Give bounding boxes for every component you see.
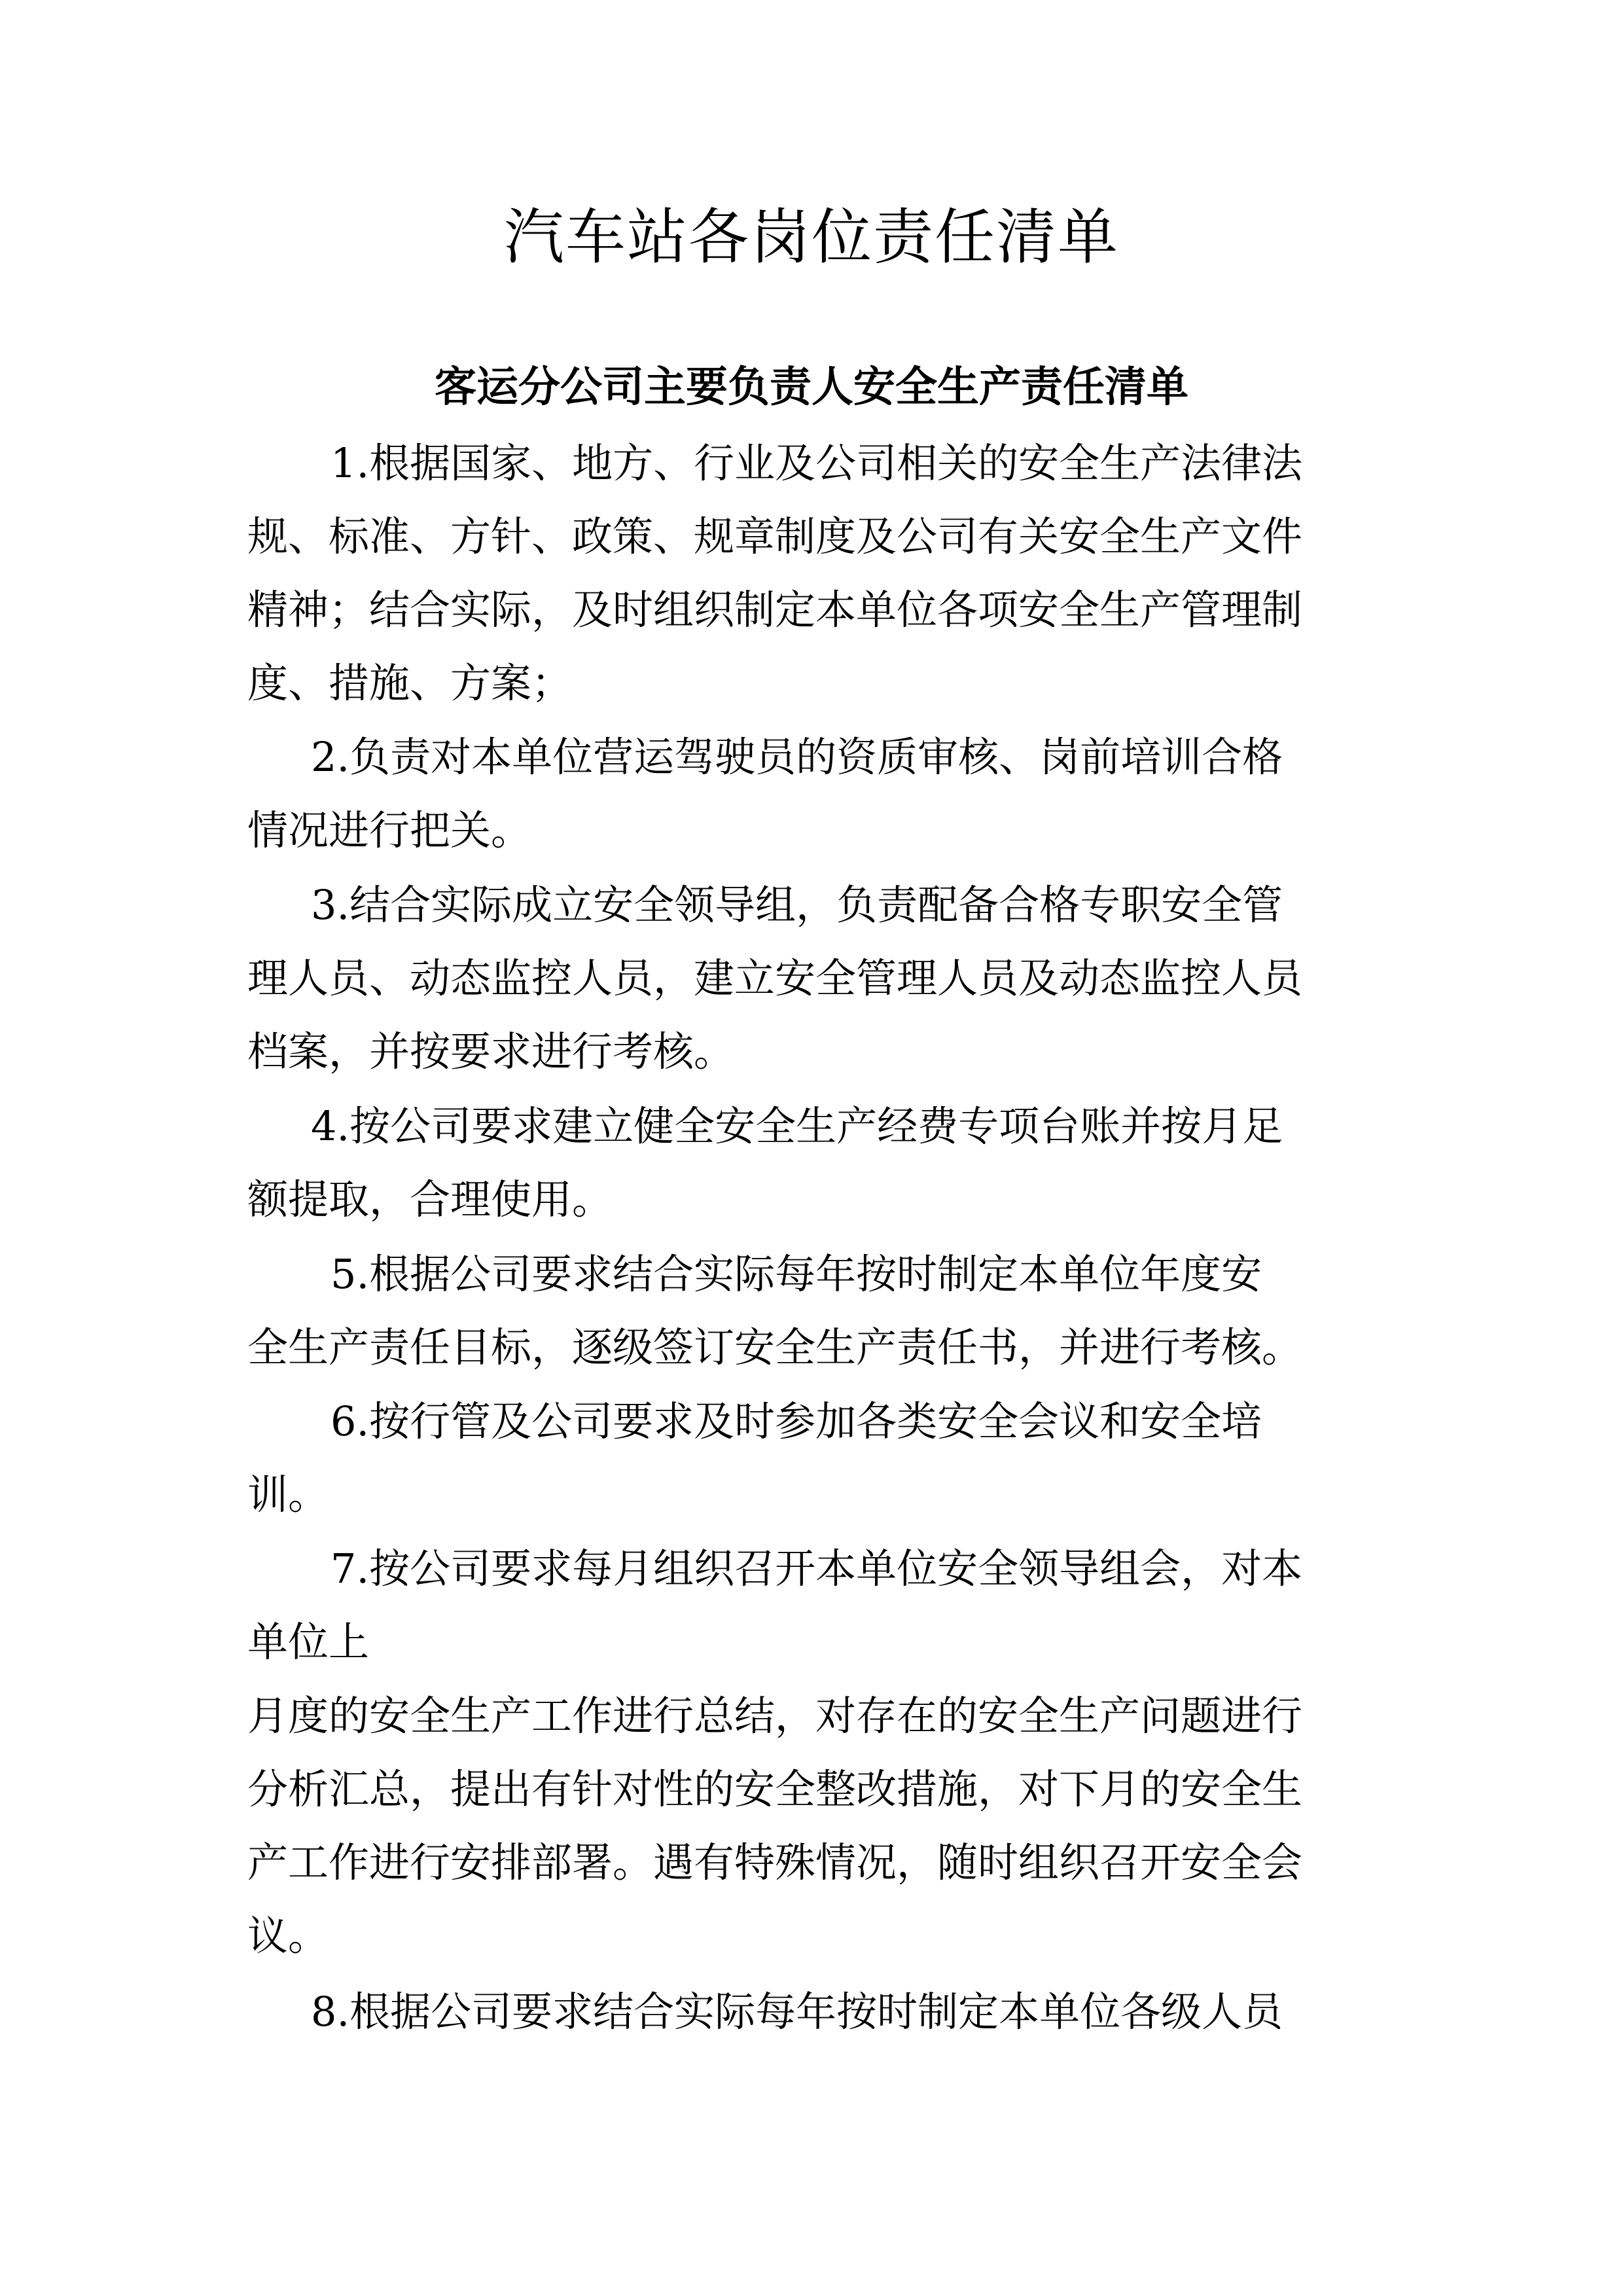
body-line: 4.按公司要求建立健全安全生产经费专项台账并按月足 — [311, 1102, 1283, 1150]
body-line: 6.按行管及公司要求及时参加各类安全会议和安全培 — [330, 1397, 1262, 1445]
body-line: 产工作进行安排部署。遇有特殊情况，随时组织召开安全会 — [247, 1839, 1303, 1886]
body-line: 精神；结合实际，及时组织制定本单位各项安全生产管理制 — [247, 586, 1303, 634]
document-title: 汽车站各岗位责任清单 — [503, 202, 1119, 272]
body-line: 单位上 — [247, 1618, 370, 1666]
body-line: 3.结合实际成立安全领导组，负责配备合格专职安全管 — [311, 881, 1283, 929]
body-line: 规、标准、方针、政策、规章制度及公司有关安全生产文件 — [247, 512, 1303, 560]
body-line: 全生产责任目标，逐级签订安全生产责任书，并进行考核。 — [247, 1323, 1303, 1371]
body-line: 2.负责对本单位营运驾驶员的资质审核、岗前培训合格 — [311, 733, 1283, 781]
body-line: 议。 — [247, 1912, 329, 1960]
body-line: 训。 — [247, 1471, 329, 1518]
body-line: 情况进行把关。 — [247, 806, 532, 854]
body-line: 额提取，合理使用。 — [247, 1175, 613, 1223]
body-line: 8.根据公司要求结合实际每年按时制定本单位各级人员 — [311, 1988, 1283, 2036]
body-line: 月度的安全生产工作进行总结，对存在的安全生产问题进行 — [247, 1692, 1303, 1740]
body-line: 档案，并按要求进行考核。 — [247, 1028, 735, 1075]
section-title: 客运分公司主要负责人安全生产责任清单 — [435, 363, 1188, 412]
body-line: 7.按公司要求每月组织召开本单位安全领导组会，对本 — [330, 1545, 1303, 1592]
body-line: 1.根据国家、地方、行业及公司相关的安全生产法律法 — [330, 439, 1303, 487]
body-line: 分析汇总，提出有针对性的安全整改措施，对下月的安全生 — [247, 1765, 1303, 1813]
body-line: 5.根据公司要求结合实际每年按时制定本单位年度安 — [330, 1250, 1262, 1298]
body-line: 度、措施、方案； — [247, 659, 573, 707]
body-line: 理人员、动态监控人员，建立安全管理人员及动态监控人员 — [247, 954, 1303, 1002]
